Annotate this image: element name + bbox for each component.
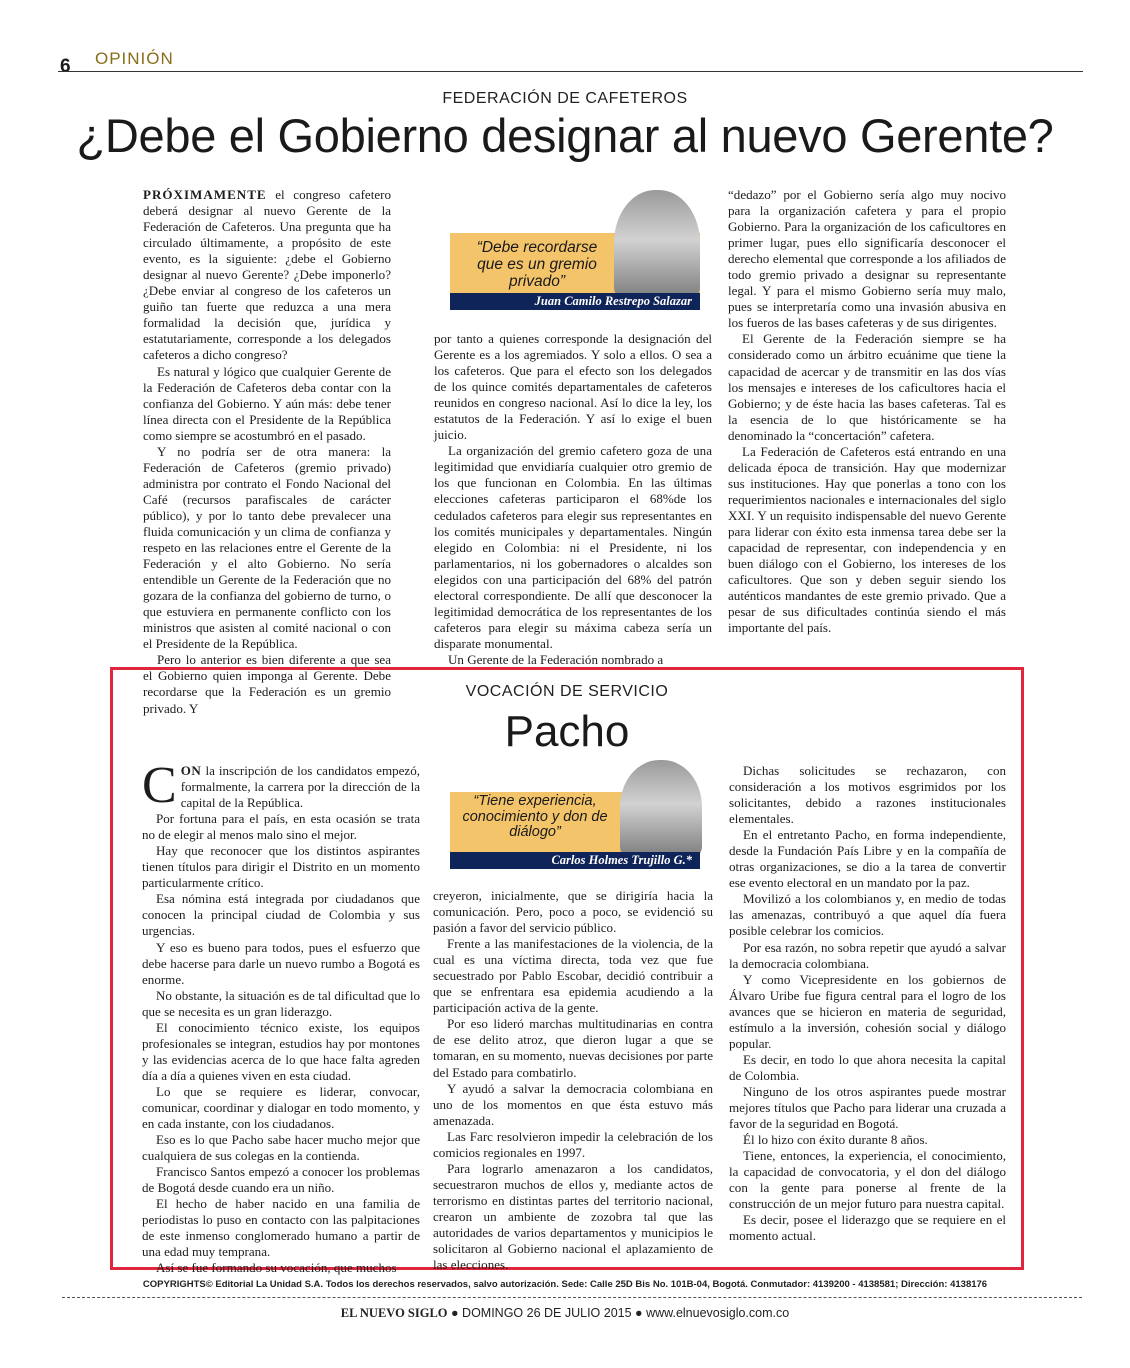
paragraph: Esa nómina está integrada por ciudadanos que conocen la principal ciudad de Colombia y sus urgencias. xyxy=(142,891,420,939)
paragraph: Es decir, en todo lo que ahora necesita la capital de Colombia. xyxy=(729,1051,1006,1083)
paragraph: Movilizó a los colombianos y, en medio de todas las amenazas, contribuyó a que aquel día fuera posible celebrar los comicios. xyxy=(729,891,1006,939)
article1-column-3 xyxy=(728,187,1006,636)
drop-cap: C xyxy=(142,757,177,814)
paragraph: Él lo hizo con éxito durante 8 años. xyxy=(743,1132,928,1148)
footer-rule xyxy=(62,1297,1082,1298)
paragraph: “dedazo” por el Gobierno sería algo muy nocivo para la organización cafetera y para el propio Gobierno. Para la organización de los caficultores en primer lugar, pues ello significaría desconocer el derecho elemental que corresponde a los afiliados de todo gremio privado a designar su representante legal. Y para el mismo Gobierno sería muy malo, pues se interpretaría como una invasión abusiva en los fueros de las bases cafeteras y de sus dirigentes. xyxy=(728,187,1006,331)
section-label: OPINIÓN xyxy=(95,49,174,68)
article1-column-2 xyxy=(434,331,712,668)
paragraph: El Gerente de la Federación siempre se ha considerado como un árbitro ecuánime que tiene la capacidad de acercar y de transmitir en las dos vías los mensajes e intereses de los caficultores hacia el Gobierno; y de éste hacia las bases cafeteras. Tal es la esencia de lo que históricamente se ha denominado la “concertación” cafetera. xyxy=(728,331,1006,443)
article1-lead-paragraph: PRÓXIMAMENTE el congreso cafetero deberá designar al nuevo Gerente de la Federación de Cafeteros. Una pregunta que ha circulado últimamente, a propósito de este evento, es la siguiente: ¿debe el Gobierno designar al nuevo Gerente? ¿Debe imponerlo? ¿Debe enviar al congreso de los cafeteros un guiño tan fuerte que reduzca a una mera formalidad la decisión que, jurídica y estatutariamente, corresponde a los delegados cafeteros a dicho congreso? xyxy=(143,187,391,363)
paragraph: La organización del gremio cafetero goza de una legitimidad que envidiaría cualquier otro gremio de los que funcionan en Colombia. En las últimas elecciones cafeteras participaron el 68%de los cedulados cafeteros para elegir sus representantes en los comités municipales y departamentales. Ningún elegido en Colombia: ni el Presidente, ni los parlamentarios, ni los gobernadores o alcaldes son elegidos con una participación del 68% del patrón electoral correspondiente. De allí que desconocer la legitimidad democrática de los representantes de los cafeteros para elegir su máxima cabeza sería un disparate monumental. xyxy=(434,443,712,651)
header-rule xyxy=(58,71,1083,72)
paragraph: Y eso es bueno para todos, pues el esfuerzo que debe hacerse para darle un nuevo rumbo a Bogotá es enorme. xyxy=(142,939,420,987)
paragraph: Francisco Santos empezó a conocer los problemas de Bogotá desde cuando era un niño. xyxy=(142,1164,420,1196)
bullet: ● xyxy=(451,1306,463,1320)
paragraph: Es natural y lógico que cualquier Gerente de la Federación de Cafeteros deba contar con la confianza del Gobierno. Y aún más: debe tener línea directa con el Presidente de la República como siempre se acostumbró en el pasado. xyxy=(143,363,391,443)
website-url: www.elnuevosiglo.com.co xyxy=(646,1306,790,1320)
page-number: 6 xyxy=(60,56,71,77)
paragraph: Lo que se requiere es liderar, convocar, comunicar, coordinar y dialogar en todo momento, y en cada instante, con los ciudadanos. xyxy=(142,1083,420,1132)
paragraph: Dichas solicitudes se rechazaron, con consideración a los motivos esgrimidos por los solicitantes, debido a razones institucionales elementales. xyxy=(729,763,1006,827)
article2-column-1 xyxy=(142,757,420,1277)
article2-headline: Pacho xyxy=(504,707,630,756)
issue-date: DOMINGO 26 DE JULIO 2015 xyxy=(462,1306,632,1320)
paragraph: No obstante, la situación es de tal dificultad que lo que se necesita es un gran liderazgo. xyxy=(142,987,420,1019)
paragraph: La Federación de Cafeteros está entrando en una delicada época de transición. Hay que modernizar sus instituciones. Hay que ponerlas a tono con los requerimientos nacionales e internacionales del siglo XXI. Y un requisito indispensable del nuevo Gerente para liderar con éxito esta inmensa tarea debe ser la capacidad de representar, con independencia y en buen diálogo con el Gobierno, los intereses de los caficultores. Que son y deben seguir siendo los auténticos mandantes de este gremio privado. Que a pesar de sus dificultades continúa siendo el más importante del país. xyxy=(728,443,1006,636)
paragraph: Y no podría ser de otra manera: la Federación de Cafeteros (gremio privado) administra por contrato el Fondo Nacional del Café (recursos parafiscales de carácter público), y por lo tanto debe prevalecer una fluida comunicación y un clima de confianza y respeto en las relaciones entre el Gerente de la Federación y el alto Gobierno. No sería entendible un Gerente de la Federación que no gozara de la confianza del gobierno de turno, o que estuviera en permanente conflicto con los ministros que asisten al comité nacional o con el Presidente de la República. xyxy=(143,443,391,652)
lead-word: ON xyxy=(180,763,202,778)
paragraph: Ninguno de los otros aspirantes puede mostrar mejores títulos que Pacho para liderar una cruzada a favor de la seguridad en Bogotá. xyxy=(729,1083,1006,1132)
paragraph: Por esa razón, no sobra repetir que ayudó a salvar la democracia colombiana. xyxy=(729,939,1006,971)
article2-kicker: VOCACIÓN DE SERVICIO xyxy=(465,683,669,700)
paragraph: por tanto a quienes corresponde la designación del Gerente es a los agremiados. Y solo a ellos. O sea a los cafeteros. Que para el efecto son los delegados de los quince comités departamentales de cafeteros reunidos en congreso nacional. Así lo dice la ley, los estatutos de la Federación. Y así lo exige el buen juicio. xyxy=(434,331,712,443)
newspaper-name: EL NUEVO SIGLO xyxy=(340,1306,448,1320)
paragraph: Es decir, posee el liderazgo que se requiere en el momento actual. xyxy=(729,1212,1006,1244)
lead-word: PRÓXIMAMENTE xyxy=(143,187,267,202)
paragraph: creyeron, inicialmente, que se dirigiría hacia la comunicación. Pero, poco a poco, se evidenció su pasión a favor del servicio público. xyxy=(433,888,713,936)
portrait-photo xyxy=(620,760,702,858)
copyright-line: COPYRIGHTS© Editorial La Unidad S.A. Todos los derechos reservados, salvo autorización. Sede: Calle 25D Bis No. 101B-04, Bogotá. Conmutador: 4139200 - 4138581; Dirección: 4138176 xyxy=(142,1279,988,1290)
paragraph: Y ayudó a salvar la democracia colombiana en uno de los momentos en que ésta estuvo más amenazada. xyxy=(433,1080,713,1128)
paragraph: Para lograrlo amenazaron a los candidatos, secuestraron muchos de ellos y, mediante actos de terrorismo en distintas partes del territorio nacional, crearon un ambiente de zozobra tal que las autoridades de varios departamentos y municipios le solicitaron al Gobierno nacional el aplazamiento de las elecciones. xyxy=(433,1160,713,1273)
article1-headline: ¿Debe el Gobierno designar al nuevo Gerente? xyxy=(76,109,1054,162)
paragraph: Pero lo anterior es bien diferente a que sea el Gobierno quien imponga al Gerente. Debe recordarse que la Federación es un gremio privado. Y xyxy=(143,652,391,716)
article2-column-3 xyxy=(729,763,1006,1244)
paragraph: En el entretanto Pacho, en forma independiente, desde la Fundación País Libre y en la compañía de otras organizaciones, se dio a la tarea de convertir ese evento electoral en un mandato por la paz. xyxy=(729,827,1006,891)
paragraph: Un Gerente de la Federación nombrado a xyxy=(448,651,664,667)
bullet: ● xyxy=(635,1306,647,1320)
paragraph: Hay que reconocer que los distintos aspirantes tienen títulos para dirigir el Distrito en un momento particularmente crítico. xyxy=(142,843,420,891)
portrait-photo xyxy=(614,190,700,300)
article1-kicker: FEDERACIÓN DE CAFETEROS xyxy=(442,90,688,107)
author-name-bar: Juan Camilo Restrepo Salazar xyxy=(450,293,700,310)
paragraph: Las Farc resolvieron impedir la celebración de los comicios regionales en 1997. xyxy=(433,1128,713,1160)
paragraph: Por fortuna para el país, en esta ocasión se trata no de elegir al menos malo sino el mejor. xyxy=(142,811,420,843)
paragraph: El conocimiento técnico existe, los equipos profesionales se integran, estudios hay por montones y las evidencias acerca de lo que hace falta agreden día a día a quienes viven en esta ciudad. xyxy=(142,1019,420,1083)
author-name-bar: Carlos Holmes Trujillo G.* xyxy=(450,852,700,869)
pull-quote: “Debe recordarse que es un gremio privado” xyxy=(476,239,598,290)
paragraph: Frente a las manifestaciones de la violencia, de la cual es una víctima directa, toda vez que fue secuestrado por Pablo Escobar, decidió contribuir a que se enfrentara esa epidemia acudiendo a la participación activa de la gente. xyxy=(433,936,713,1016)
paragraph: Así se fue formando su vocación, que muchos xyxy=(156,1260,397,1276)
paragraph: El hecho de haber nacido en una familia de periodistas lo puso en contacto con las palpitaciones de este inmenso conglomerado humano a partir de una edad muy temprana. xyxy=(142,1196,420,1260)
article2-lead-paragraph: CON la inscripción de los candidatos empezó, formalmente, la carrera por la dirección de la capital de la República. xyxy=(142,757,420,814)
article1-column-1 xyxy=(143,187,391,717)
paragraph: Y como Vicepresidente en los gobiernos de Álvaro Uribe fue figura central para el logro de los avances que se hicieron en materia de seguridad, estímulo a la inversión, cohesión social y diálogo popular. xyxy=(729,971,1006,1051)
pull-quote: “Tiene experiencia, conocimiento y don de diálogo” xyxy=(462,793,608,840)
paragraph: Por eso lideró marchas multitudinarias en contra de ese delito atroz, que dieron lugar a que se tomaran, en su momento, nuevas decisiones por parte del Estado para combatirlo. xyxy=(433,1016,713,1080)
footer-info xyxy=(0,1306,1130,1321)
paragraph: Tiene, entonces, la experiencia, el conocimiento, la capacidad de convocatoria, y el don del diálogo con la gente para ponerse al frente de la construcción de un mejor futuro para nuestra capital. xyxy=(729,1148,1006,1212)
article2-column-2 xyxy=(433,888,713,1273)
paragraph: Eso es lo que Pacho sabe hacer mucho mejor que cualquiera de sus colegas en la contienda. xyxy=(142,1132,420,1164)
